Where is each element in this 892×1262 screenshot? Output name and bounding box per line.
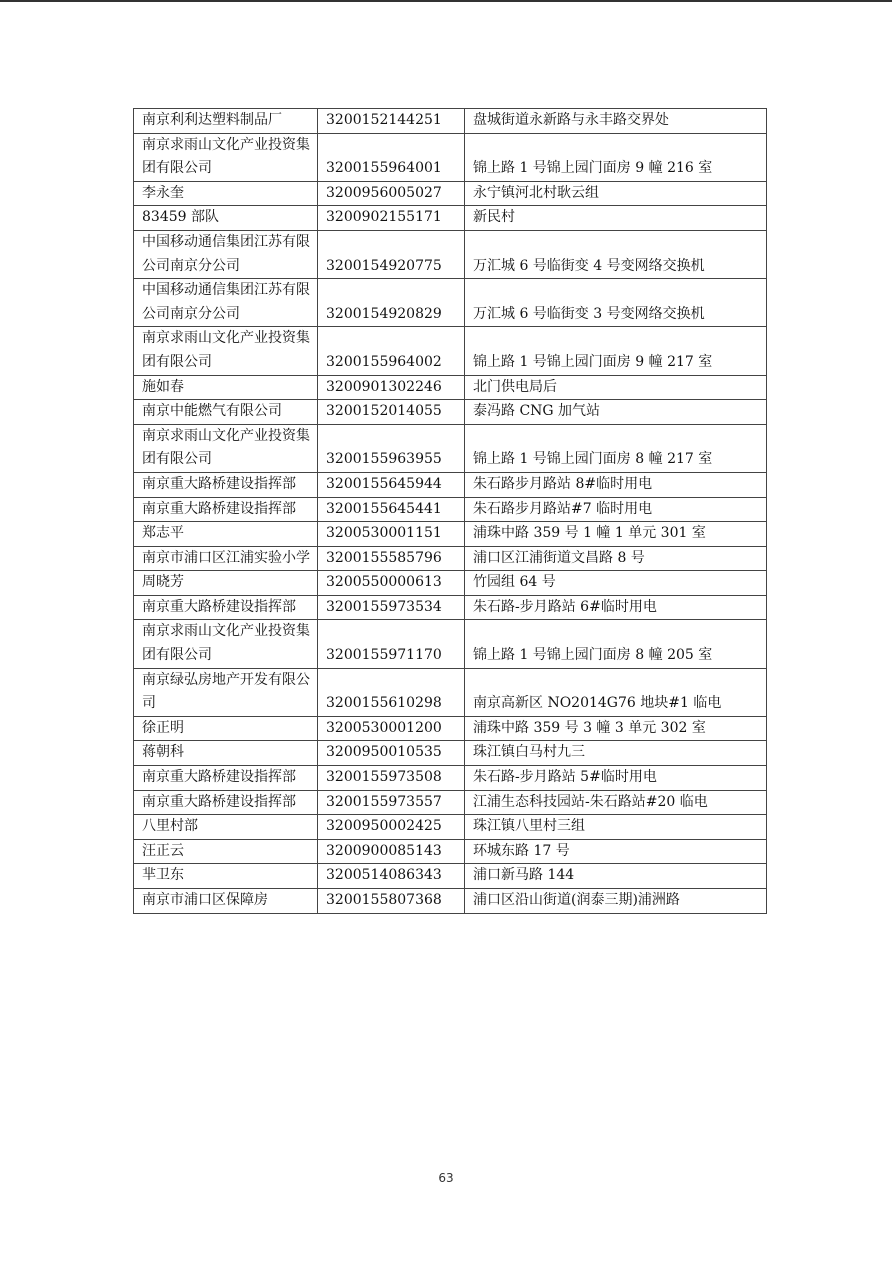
address-cell: 新民村 [465,206,767,231]
account-number-cell: 3200155964001 [318,133,465,181]
customer-table [133,108,767,914]
account-number-cell: 3200155645441 [318,497,465,522]
table-row [134,716,767,741]
customer-name-cell: 南京求雨山文化产业投资集团有限公司 [134,133,318,181]
address-cell: 环城东路 17 号 [465,839,767,864]
customer-name-cell: 南京市浦口区江浦实验小学 [134,546,318,571]
address-cell: 江浦生态科技园站-朱石路站#20 临电 [465,790,767,815]
address-cell: 南京高新区 NO2014G76 地块#1 临电 [465,668,767,716]
account-number-cell: 3200956005027 [318,181,465,206]
customer-name-cell: 南京利利达塑料制品厂 [134,109,318,134]
account-number-cell: 3200950010535 [318,741,465,766]
account-number-cell: 3200155585796 [318,546,465,571]
customer-name-cell: 南京重大路桥建设指挥部 [134,472,318,497]
table-row [134,595,767,620]
customer-name-cell: 周晓芳 [134,571,318,596]
account-number-cell: 3200155973534 [318,595,465,620]
address-cell: 盘城街道永新路与永丰路交界处 [465,109,767,134]
table-row [134,133,767,181]
customer-name-cell: 南京重大路桥建设指挥部 [134,497,318,522]
table-row [134,375,767,400]
account-number-cell: 3200900085143 [318,839,465,864]
table-row [134,889,767,914]
address-cell: 锦上路 1 号锦上园门面房 9 幢 216 室 [465,133,767,181]
address-cell: 浦口新马路 144 [465,864,767,889]
address-cell: 浦珠中路 359 号 3 幢 3 单元 302 室 [465,716,767,741]
customer-name-cell: 南京求雨山文化产业投资集团有限公司 [134,424,318,472]
customer-name-cell: 中国移动通信集团江苏有限公司南京分公司 [134,230,318,278]
account-number-cell: 3200530001200 [318,716,465,741]
address-cell: 锦上路 1 号锦上园门面房 8 幢 205 室 [465,620,767,668]
table-row [134,230,767,278]
account-number-cell: 3200154920829 [318,279,465,327]
table-row [134,206,767,231]
table-row [134,766,767,791]
account-number-cell: 3200902155171 [318,206,465,231]
table-row [134,279,767,327]
address-cell: 浦口区沿山街道(润泰三期)浦洲路 [465,889,767,914]
customer-name-cell: 施如春 [134,375,318,400]
account-number-cell: 3200155963955 [318,424,465,472]
customer-name-cell: 南京中能燃气有限公司 [134,400,318,425]
customer-name-cell: 汪正云 [134,839,318,864]
customer-name-cell: 徐正明 [134,716,318,741]
table-row [134,668,767,716]
table-row [134,400,767,425]
address-cell: 浦珠中路 359 号 1 幢 1 单元 301 室 [465,522,767,547]
customer-name-cell: 南京绿弘房地产开发有限公司 [134,668,318,716]
customer-name-cell: 郑志平 [134,522,318,547]
customer-name-cell: 南京求雨山文化产业投资集团有限公司 [134,620,318,668]
account-number-cell: 3200950002425 [318,815,465,840]
customer-name-cell: 83459 部队 [134,206,318,231]
account-number-cell: 3200154920775 [318,230,465,278]
account-number-cell: 3200155610298 [318,668,465,716]
address-cell: 竹园组 64 号 [465,571,767,596]
account-number-cell: 3200550000613 [318,571,465,596]
customer-name-cell: 南京重大路桥建设指挥部 [134,595,318,620]
account-number-cell: 3200155645944 [318,472,465,497]
address-cell: 珠江镇八里村三组 [465,815,767,840]
address-cell: 万汇城 6 号临街变 3 号变网络交换机 [465,279,767,327]
customer-name-cell: 南京重大路桥建设指挥部 [134,766,318,791]
account-number-cell: 3200155964002 [318,327,465,375]
customer-name-cell: 八里村部 [134,815,318,840]
customer-name-cell: 蒋朝科 [134,741,318,766]
account-number-cell: 3200152014055 [318,400,465,425]
customer-name-cell: 南京重大路桥建设指挥部 [134,790,318,815]
customer-name-cell: 南京市浦口区保障房 [134,889,318,914]
address-cell: 朱石路-步月路站 5#临时用电 [465,766,767,791]
account-number-cell: 3200155807368 [318,889,465,914]
customer-name-cell: 中国移动通信集团江苏有限公司南京分公司 [134,279,318,327]
table-row [134,620,767,668]
customer-name-cell: 李永奎 [134,181,318,206]
address-cell: 锦上路 1 号锦上园门面房 8 幢 217 室 [465,424,767,472]
customer-name-cell: 芈卫东 [134,864,318,889]
table-row [134,522,767,547]
address-cell: 朱石路步月路站 8#临时用电 [465,472,767,497]
table-row [134,864,767,889]
address-cell: 北门供电局后 [465,375,767,400]
account-number-cell: 3200155973508 [318,766,465,791]
table-row [134,790,767,815]
address-cell: 永宁镇河北村耿云组 [465,181,767,206]
top-border-line [0,0,892,2]
table-row [134,424,767,472]
table-row [134,546,767,571]
table-row [134,472,767,497]
table-row [134,839,767,864]
customer-name-cell: 南京求雨山文化产业投资集团有限公司 [134,327,318,375]
table-row [134,815,767,840]
account-number-cell: 3200901302246 [318,375,465,400]
table-row [134,571,767,596]
table-row [134,181,767,206]
address-cell: 朱石路步月路站#7 临时用电 [465,497,767,522]
address-cell: 珠江镇白马村九三 [465,741,767,766]
address-cell: 锦上路 1 号锦上园门面房 9 幢 217 室 [465,327,767,375]
address-cell: 朱石路-步月路站 6#临时用电 [465,595,767,620]
address-cell: 泰冯路 CNG 加气站 [465,400,767,425]
table-row [134,741,767,766]
account-number-cell: 3200155973557 [318,790,465,815]
table-row [134,327,767,375]
account-number-cell: 3200152144251 [318,109,465,134]
table-row [134,109,767,134]
address-cell: 万汇城 6 号临街变 4 号变网络交换机 [465,230,767,278]
account-number-cell: 3200530001151 [318,522,465,547]
account-number-cell: 3200155971170 [318,620,465,668]
table-body [134,109,767,914]
table-row [134,497,767,522]
page-number: 63 [438,1171,454,1185]
account-number-cell: 3200514086343 [318,864,465,889]
address-cell: 浦口区江浦街道文昌路 8 号 [465,546,767,571]
